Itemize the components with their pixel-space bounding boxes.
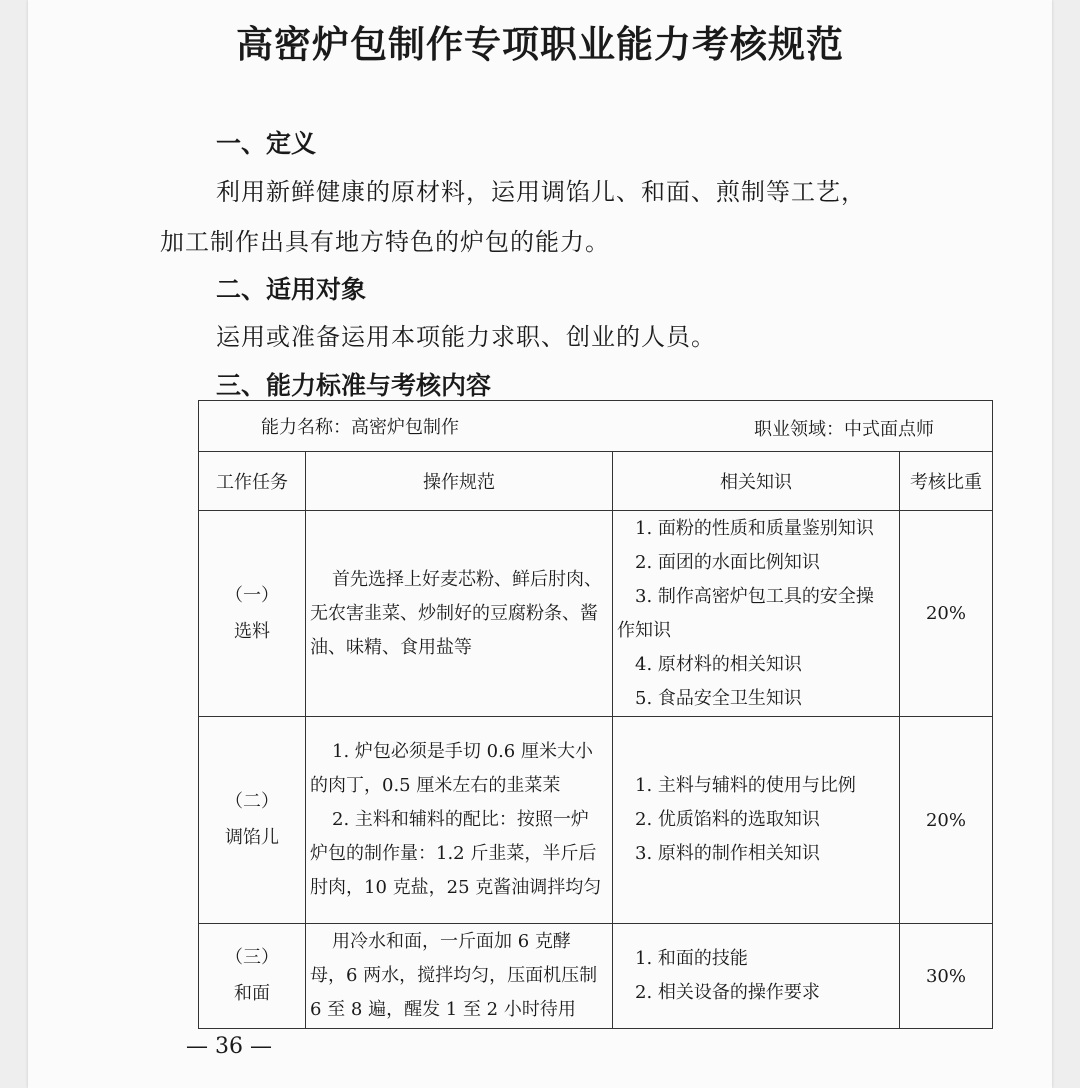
definition-text-line-2: 加工制作出具有地方特色的炉包的能力。 xyxy=(160,228,610,256)
task-cell xyxy=(199,717,306,924)
ops-cell xyxy=(306,717,613,924)
section-heading-audience: 二、适用对象 xyxy=(216,275,367,304)
document-title: 高密炉包制作专项职业能力考核规范 xyxy=(236,23,844,66)
occupation-field: 职业领域：中式面点师 xyxy=(754,419,934,440)
task-name: 和面 xyxy=(234,983,270,1004)
standards-table xyxy=(198,400,993,1029)
task-number: （三） xyxy=(225,947,279,968)
page-number: — 36 — xyxy=(186,1034,272,1059)
knowledge-item-continued: 作知识 xyxy=(617,619,671,641)
knowledge-item: 4. 原材料的相关知识 xyxy=(635,653,802,675)
task-number: （二） xyxy=(225,791,279,812)
ops-paragraph: 2. 主料和辅料的配比：按照一炉炉包的制作量：1.2 斤韭菜，半斤后肘肉，10 克盐，25 克酱油调拌均匀 xyxy=(310,809,602,898)
knowledge-item: 1. 面粉的性质和质量鉴别知识 xyxy=(635,517,874,539)
knowledge-item: 3. 原料的制作相关知识 xyxy=(635,843,820,864)
table-header-row xyxy=(199,452,993,511)
ops-paragraph: 首先选择上好麦芯粉、鲜后肘肉、无农害韭菜、炒制好的豆腐粉条、酱油、味精、食用盐等 xyxy=(310,568,602,658)
ops-cell xyxy=(306,924,613,1029)
header-ratio: 考核比重 xyxy=(900,452,993,511)
task-cell xyxy=(199,924,306,1029)
table-row xyxy=(199,717,993,924)
task-cell xyxy=(199,511,306,717)
knowledge-item: 5. 食品安全卫生知识 xyxy=(635,687,802,709)
task-name: 选料 xyxy=(234,620,270,642)
table-meta-row xyxy=(199,401,993,452)
knowledge-item: 2. 面团的水面比例知识 xyxy=(635,551,820,573)
ratio-cell: 20% xyxy=(900,511,993,717)
knowledge-item: 1. 主料与辅料的使用与比例 xyxy=(635,775,856,796)
definition-text-line-1: 利用新鲜健康的原材料，运用调馅儿、和面、煎制等工艺， xyxy=(216,178,866,206)
ratio-cell: 30% xyxy=(900,924,993,1029)
table-row xyxy=(199,924,993,1029)
knowledge-cell xyxy=(613,717,900,924)
knowledge-cell xyxy=(613,924,900,1029)
knowledge-item: 2. 相关设备的操作要求 xyxy=(635,982,820,1003)
header-ops: 操作规范 xyxy=(306,452,613,511)
ratio-cell: 20% xyxy=(900,717,993,924)
knowledge-item: 2. 优质馅料的选取知识 xyxy=(635,809,820,830)
knowledge-item: 3. 制作高密炉包工具的安全操 xyxy=(635,585,874,607)
table-row xyxy=(199,511,993,717)
header-knowledge: 相关知识 xyxy=(613,452,900,511)
header-task: 工作任务 xyxy=(199,452,306,511)
ops-paragraph: 用冷水和面，一斤面加 6 克酵母，6 两水，搅拌均匀，压面机压制 6 至 8 遍，醒发 1 至 2 小时待用 xyxy=(310,931,598,1020)
ops-paragraph: 1. 炉包必须是手切 0.6 厘米大小的肉丁，0.5 厘米左右的韭菜茉 xyxy=(310,741,593,796)
ops-cell xyxy=(306,511,613,717)
section-heading-standards: 三、能力标准与考核内容 xyxy=(216,371,492,400)
knowledge-cell xyxy=(613,511,900,717)
audience-text: 运用或准备运用本项能力求职、创业的人员。 xyxy=(216,323,716,351)
task-number: （一） xyxy=(225,584,279,606)
task-name: 调馅儿 xyxy=(225,827,279,848)
knowledge-item: 1. 和面的技能 xyxy=(635,948,748,969)
section-heading-definition: 一、定义 xyxy=(216,129,317,158)
ability-name: 能力名称：高密炉包制作 xyxy=(261,417,459,438)
